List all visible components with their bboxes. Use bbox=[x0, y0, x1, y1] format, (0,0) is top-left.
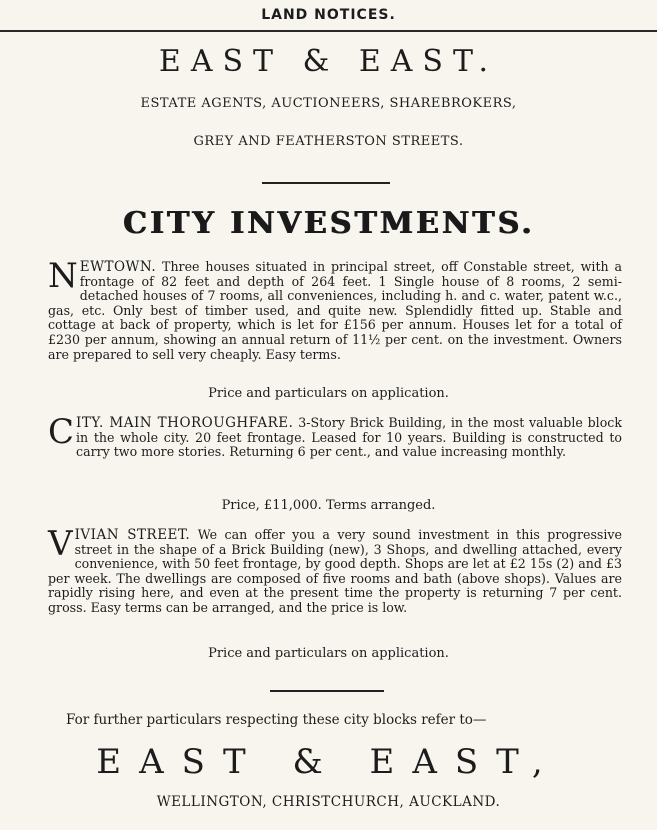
listing-body: We can offer you a very sound investment in this progressive street in the shape of a Brick Building (new), 3 Shops, and dwelling attached, every convenience, with 50 feet frontage, by good depth. Shops are let at £2 15s (2) and £3 per week. The dwellings are composed of five rooms and bath (above shops). Values are rapidly rising here, and even at the present time the property is returning 7 per cent. gross. Easy terms can be arranged, and the price is low. bbox=[48, 527, 622, 615]
listing-price: Price, £11,000. Terms arranged. bbox=[221, 498, 436, 513]
refer-line: For further particulars respecting these city blocks refer to— bbox=[66, 712, 487, 728]
footer-cities: WELLINGTON, CHRISTCHURCH, AUCKLAND. bbox=[156, 794, 501, 810]
listing-body: Three houses situated in principal street, off Constable street, with a frontage of 82 feet and depth of 264 feet. 1 Single house of 8 rooms, 2 semi-detached houses of 7 rooms, all conveniences, including h. and c. water, patent w.c., gas, etc. Only best of timber used, and quite new. Splendidly fitted up. Stable and cottage at back of property, which is let for £156 per annum. Houses let for a total of £230 per annum, showing an annual return of 11½ per cent. on the investment. Owners are prepared to sell very cheaply. Easy terms. bbox=[48, 259, 622, 362]
footer-firm-name: EAST & EAST, bbox=[96, 742, 561, 782]
divider-rule bbox=[262, 182, 390, 184]
listing-heading: EWTOWN. bbox=[79, 259, 157, 275]
firm-occupation: ESTATE AGENTS, AUCTIONEERS, SHAREBROKERS, bbox=[140, 96, 517, 111]
listing-vivian-street bbox=[48, 524, 622, 616]
listing-heading: ITY. MAIN THOROUGHFARE. bbox=[76, 415, 294, 431]
listing-price: Price and particulars on application. bbox=[208, 646, 449, 661]
listing-heading: IVIAN STREET. bbox=[74, 527, 191, 543]
listing-price: Price and particulars on application. bbox=[208, 386, 449, 401]
drop-cap: V bbox=[48, 524, 73, 564]
section-title: LAND NOTICES. bbox=[261, 7, 396, 23]
listing-city-main-thoroughfare bbox=[48, 412, 622, 460]
headline: CITY INVESTMENTS. bbox=[122, 206, 535, 241]
drop-cap: N bbox=[48, 256, 78, 296]
firm-address: GREY AND FEATHERSTON STREETS. bbox=[193, 134, 464, 149]
listing-body: 3-Story Brick Building, in the most valuable block in the whole city. 20 feet frontage. Leased for 10 years. Building is constructed to carry two more stories. Returning 6 per cent., and value increasing monthly. bbox=[76, 415, 622, 460]
section-header bbox=[0, 0, 657, 32]
listing-newtown bbox=[48, 256, 622, 362]
firm-name: EAST & EAST. bbox=[158, 44, 499, 79]
divider-rule bbox=[270, 690, 384, 692]
drop-cap: C bbox=[48, 412, 75, 452]
